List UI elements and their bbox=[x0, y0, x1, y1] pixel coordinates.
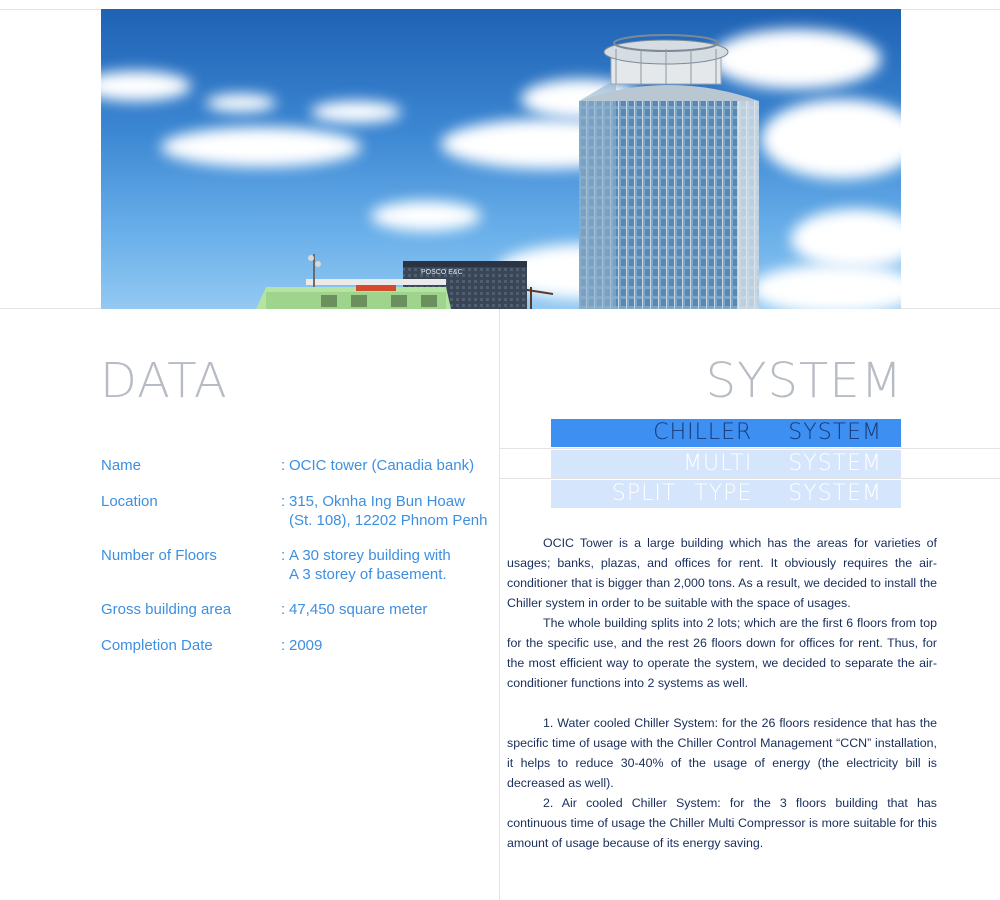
data-value: 2009 bbox=[289, 637, 323, 654]
tab-multi-system[interactable]: MULTI SYSTEM bbox=[551, 450, 901, 478]
data-value: 315, Oknha Ing Bun Hoaw bbox=[289, 493, 465, 510]
hero-illustration bbox=[101, 9, 901, 309]
column-divider bbox=[499, 309, 500, 900]
data-value: 47,450 square meter bbox=[289, 601, 428, 618]
data-value: A 30 storey building with bbox=[289, 547, 451, 564]
data-row-location bbox=[101, 492, 496, 530]
data-label: Location bbox=[101, 493, 158, 510]
description-paragraph: OCIC Tower is a large building which has the areas for varieties of usages; banks, plazas, and offices for rent. It obviously requires the air-conditioner that is bigger than 2,000 tons. As a result, we decided to install the Chiller system in order to be suitable with the space of usages. bbox=[507, 536, 937, 610]
system-description bbox=[507, 533, 937, 853]
data-separator: : bbox=[281, 637, 286, 654]
tabs-guide-rule-1 bbox=[500, 448, 1000, 449]
data-row-floors bbox=[101, 546, 496, 584]
data-label: Name bbox=[101, 457, 142, 474]
data-row-area bbox=[101, 600, 496, 619]
description-list-item: 1. Water cooled Chiller System: for the 26 floors residence that has the specific time of usage with the Chiller Control Management “CCN” installation, it helps to reduce 30-40% of the usage of energy (the electricity bill is decreased as well). bbox=[507, 716, 937, 790]
paragraph-spacer bbox=[507, 693, 937, 713]
data-row-name bbox=[101, 456, 496, 475]
data-value-line2: A 3 storey of basement. bbox=[289, 566, 447, 583]
data-separator: : bbox=[281, 457, 286, 474]
description-paragraph: The whole building splits into 2 lots; which are the first 6 floors from top for the specific use, and the rest 26 floors down for offices for rent. Thus, for the most efficient way to operate the system, we decided to separate the air-conditioner functions into 2 systems as well. bbox=[507, 616, 937, 690]
building-sign: POSCO E&C bbox=[421, 269, 463, 276]
data-label: Number of Floors bbox=[101, 547, 217, 564]
data-value-line2: (St. 108), 12202 Phnom Penh bbox=[289, 512, 488, 529]
tab-chiller-system[interactable]: CHILLER SYSTEM bbox=[551, 419, 901, 447]
ocic-tower bbox=[579, 35, 759, 309]
system-heading: SYSTEM bbox=[705, 353, 903, 409]
data-separator: : bbox=[281, 601, 286, 618]
data-row-completion bbox=[101, 636, 496, 655]
tab-split-type-system[interactable]: SPLIT TYPE SYSTEM bbox=[551, 480, 901, 508]
data-value: OCIC tower (Canadia bank) bbox=[289, 457, 475, 474]
data-separator: : bbox=[281, 547, 286, 564]
hero-building-photo bbox=[101, 9, 901, 309]
tabs-guide-rule-2 bbox=[500, 478, 1000, 479]
description-list-item: 2. Air cooled Chiller System: for the 3 floors building that has continuous time of usage the Chiller Multi Compressor is more suitable for this amount of usage because of its energy saving. bbox=[507, 796, 937, 850]
data-label: Gross building area bbox=[101, 601, 232, 618]
data-label: Completion Date bbox=[101, 637, 213, 654]
green-building bbox=[256, 279, 451, 309]
data-separator: : bbox=[281, 493, 286, 510]
data-heading: DATA bbox=[100, 353, 228, 409]
